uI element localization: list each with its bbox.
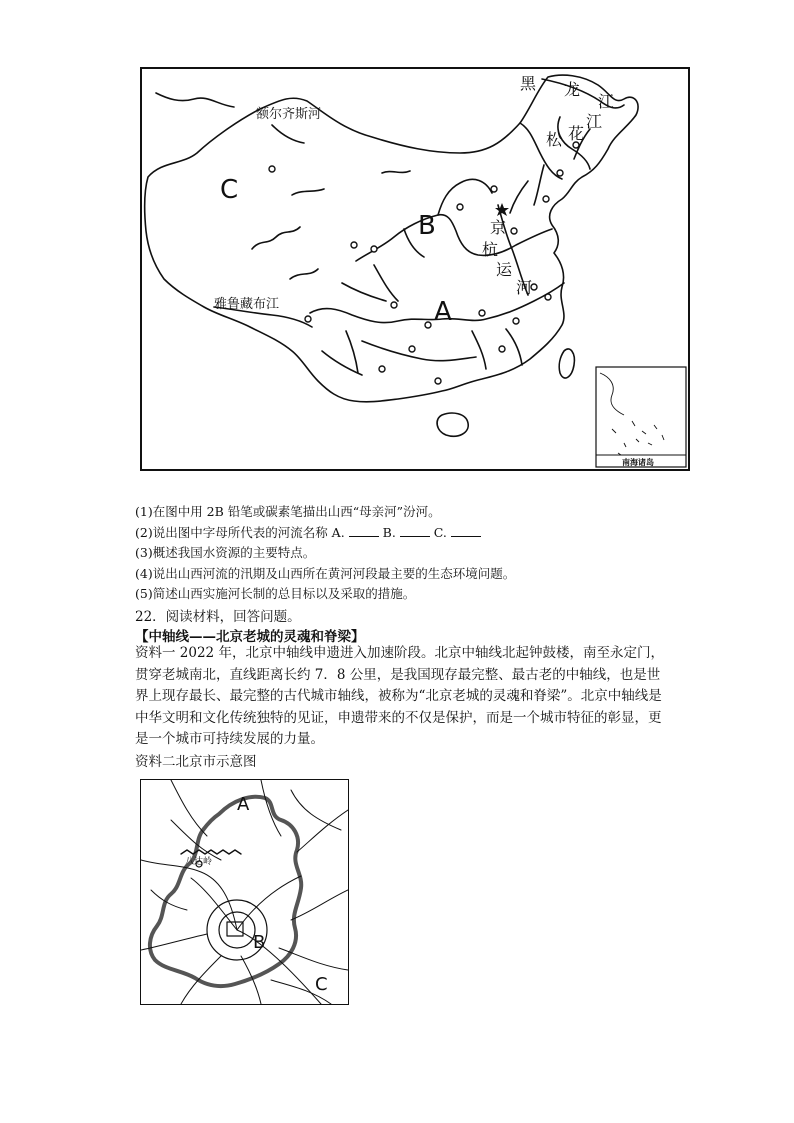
question-3: (3)概述我国水资源的主要特点。 bbox=[135, 545, 316, 560]
label-heilongjiang-3: 江 bbox=[598, 92, 615, 111]
question-2-prefix: (2)说出图中字母所代表的河流名称 A. bbox=[135, 525, 349, 540]
label-canal-2: 杭 bbox=[482, 240, 499, 259]
label-songhua-1: 松 bbox=[546, 130, 563, 149]
blank-a[interactable] bbox=[349, 524, 379, 537]
material-2-title: 资料二北京市示意图 bbox=[135, 754, 257, 770]
label-yarlung-river: 雅鲁藏布江 bbox=[214, 297, 280, 312]
question-2-c: C. bbox=[433, 525, 451, 540]
question-4: (4)说出山西河流的汛期及山西所在黄河河段最主要的生态环境问题。 bbox=[135, 566, 516, 581]
yellow-river bbox=[356, 215, 552, 261]
material-1: 资料一 2022 年，北京中轴线申遗进入加速阶段。北京中轴线北起钟鼓楼，南至永定门，贯穿老城南北，直线距离长约 7．8 公里，是我国现存最完整、最古老的中轴线，也是世界上现存最长、最完整的古代城市轴线，被称为“北京老城的灵魂和脊梁”。北京中轴线是中华文明和文化传统独特的见证，申遗带来的不仅是保护，而是一个城市特征的彰显，更是一个城市可持续发展的力量。 bbox=[135, 645, 664, 747]
china-map-outline bbox=[142, 69, 688, 469]
label-beijing-a: A bbox=[237, 794, 250, 815]
question-2-b: B. bbox=[382, 525, 400, 540]
question-5: (5)简述山西实施河长制的总目标以及采取的措施。 bbox=[135, 586, 416, 601]
label-river-a: A bbox=[434, 297, 452, 327]
section-title: 【中轴线——北京老城的灵魂和脊梁】 bbox=[135, 629, 365, 645]
blank-c[interactable] bbox=[451, 524, 481, 537]
inset-title: 南海诸岛 bbox=[622, 458, 654, 467]
china-rivers-map bbox=[140, 67, 690, 471]
label-beijing-c: C bbox=[315, 974, 328, 995]
question-1: (1)在图中用 2B 铅笔或碳素笔描出山西“母亲河”汾河。 bbox=[135, 504, 441, 519]
label-erqisi-river: 额尔齐斯河 bbox=[256, 107, 322, 122]
question-2 bbox=[135, 523, 481, 541]
beijing-map bbox=[140, 779, 349, 1005]
label-canal-3: 运 bbox=[496, 260, 513, 279]
taiwan-island bbox=[559, 349, 574, 378]
label-canal-4: 河 bbox=[516, 278, 533, 297]
label-beijing-b: B bbox=[253, 932, 266, 953]
label-heilongjiang-2: 龙 bbox=[564, 80, 581, 99]
label-canal-1: 京 bbox=[490, 218, 507, 237]
label-river-b: B bbox=[418, 211, 436, 241]
label-river-c: C bbox=[220, 175, 239, 205]
label-heilongjiang-1: 黑 bbox=[520, 74, 537, 93]
hainan-island bbox=[437, 413, 468, 436]
question-22: 22．阅读材料，回答问题。 bbox=[135, 609, 301, 625]
label-songhua-3: 江 bbox=[586, 112, 603, 131]
label-songhua-2: 花 bbox=[568, 124, 585, 143]
label-badaling: 八达岭 bbox=[185, 857, 213, 867]
blank-b[interactable] bbox=[400, 524, 430, 537]
